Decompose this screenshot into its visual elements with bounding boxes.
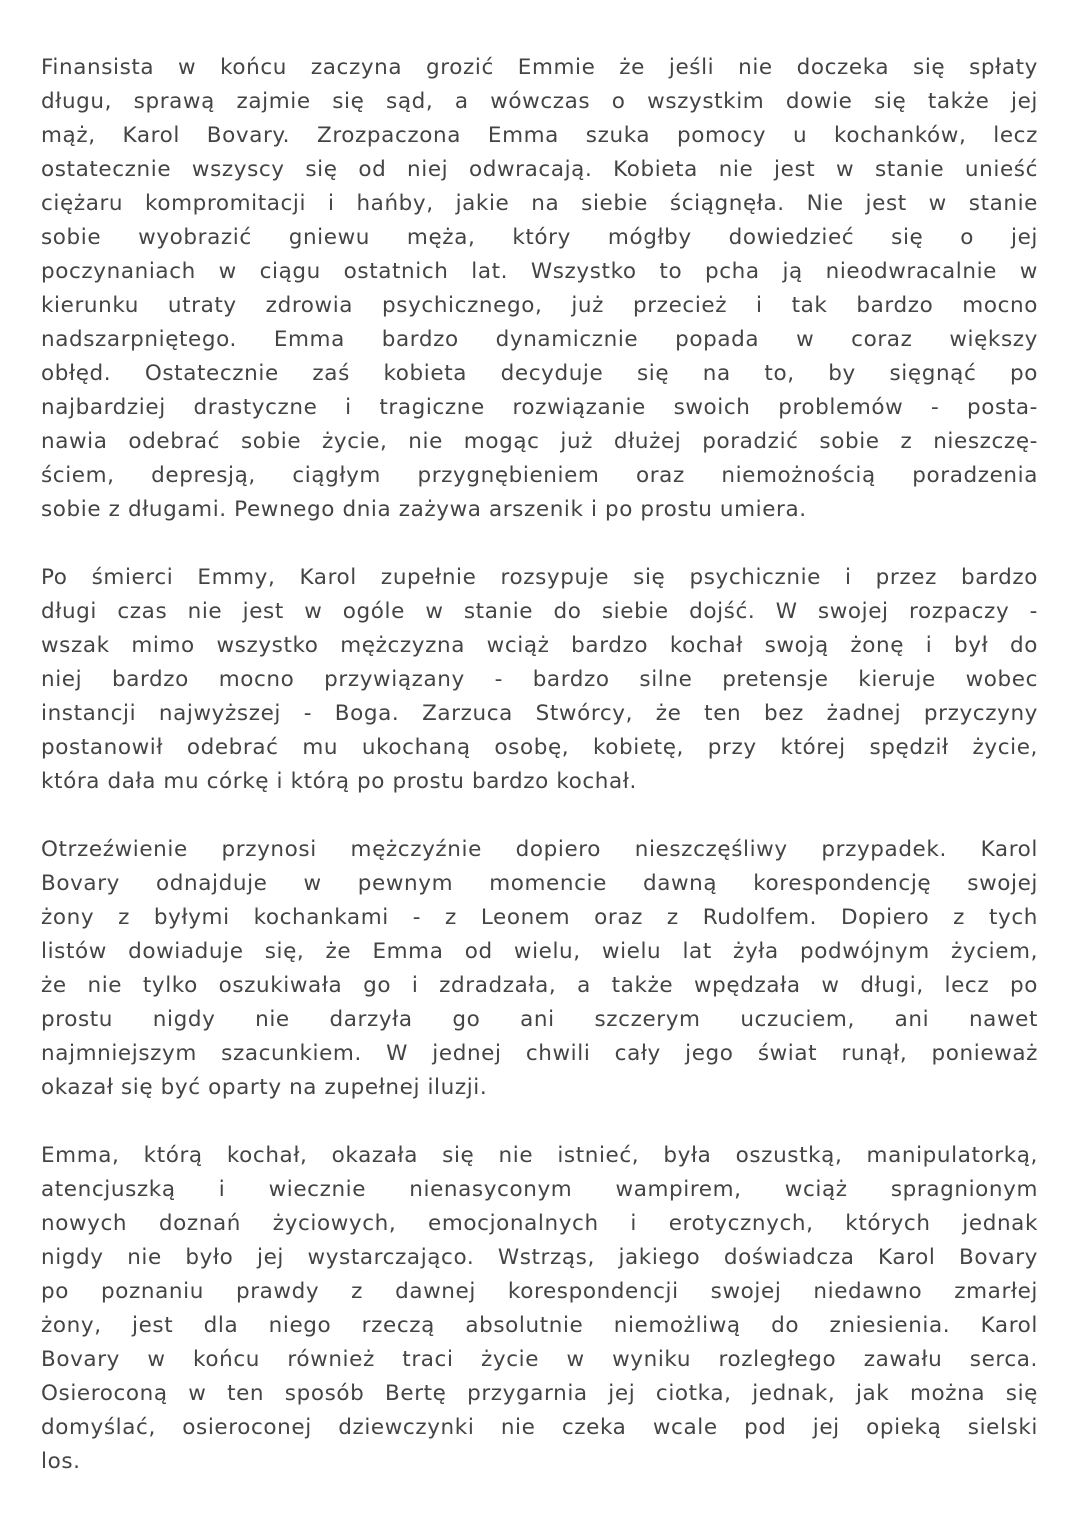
text-line: poczynaniach w ciągu ostatnich lat. Wszystko to pcha ją nieodwracalnie w — [41, 259, 1038, 284]
text-line: która dała mu córkę i którą po prostu bardzo kochał. — [41, 769, 637, 794]
text-line: wszak mimo wszystko mężczyzna wciąż bardzo kochał swoją żonę i był do — [41, 633, 1038, 658]
text-line: sobie z długami. Pewnego dnia zażywa arszenik i po prostu umiera. — [41, 497, 807, 522]
text-line: niej bardzo mocno przywiązany - bardzo silne pretensje kieruje wobec — [41, 667, 1038, 692]
text-line: Emma, którą kochał, okazała się nie istnieć, była oszustką, manipulatorką, — [41, 1143, 1038, 1168]
paragraph — [41, 561, 1038, 799]
text-line: Bovary w końcu również traci życie w wyniku rozległego zawału serca. — [41, 1347, 1038, 1372]
text-line: Bovary odnajduje w pewnym momencie dawną korespondencję swojej — [41, 871, 1038, 896]
text-line: atencjuszką i wiecznie nienasyconym wampirem, wciąż spragnionym — [41, 1177, 1038, 1202]
paragraph — [41, 51, 1038, 527]
text-line: domyślać, osieroconej dziewczynki nie czeka wcale pod jej opieką sielski — [41, 1415, 1038, 1440]
text-line: żony z byłymi kochankami - z Leonem oraz z Rudolfem. Dopiero z tych — [41, 905, 1038, 930]
text-line: okazał się być oparty na zupełnej iluzji. — [41, 1075, 488, 1100]
text-line: Finansista w końcu zaczyna grozić Emmie że jeśli nie doczeka się spłaty — [41, 55, 1038, 80]
text-line: postanowił odebrać mu ukochaną osobę, kobietę, przy której spędził życie, — [41, 735, 1038, 760]
text-line: los. — [41, 1449, 81, 1474]
text-line: po poznaniu prawdy z dawnej korespondencji swojej niedawno zmarłej — [41, 1279, 1038, 1304]
text-line: ściem, depresją, ciągłym przygnębieniem oraz niemożnością poradzenia — [41, 463, 1038, 488]
text-line: żony, jest dla niego rzeczą absolutnie niemożliwą do zniesienia. Karol — [41, 1313, 1038, 1338]
text-line: Osieroconą w ten sposób Bertę przygarnia jej ciotka, jednak, jak można się — [41, 1381, 1038, 1406]
text-line: kierunku utraty zdrowia psychicznego, już przecież i tak bardzo mocno — [41, 293, 1038, 318]
text-line: długu, sprawą zajmie się sąd, a wówczas o wszystkim dowie się także jej — [41, 89, 1038, 114]
text-line: Otrzeźwienie przynosi mężczyźnie dopiero nieszczęśliwy przypadek. Karol — [41, 837, 1038, 862]
text-line: najmniejszym szacunkiem. W jednej chwili cały jego świat runął, ponieważ — [41, 1041, 1038, 1066]
text-line: ostatecznie wszyscy się od niej odwracają. Kobieta nie jest w stanie unieść — [41, 157, 1038, 182]
text-line: nigdy nie było jej wystarczająco. Wstrząs, jakiego doświadcza Karol Bovary — [41, 1245, 1038, 1270]
text-line: najbardziej drastyczne i tragiczne rozwiązanie swoich problemów - posta- — [41, 395, 1038, 420]
paragraph — [41, 1139, 1038, 1479]
text-line: sobie wyobrazić gniewu męża, który mógłby dowiedzieć się o jej — [41, 225, 1038, 250]
text-line: obłęd. Ostatecznie zaś kobieta decyduje się na to, by sięgnąć po — [41, 361, 1038, 386]
text-line: długi czas nie jest w ogóle w stanie do siebie dojść. W swojej rozpaczy - — [41, 599, 1038, 624]
text-line: Po śmierci Emmy, Karol zupełnie rozsypuje się psychicznie i przez bardzo — [41, 565, 1038, 590]
text-line: instancji najwyższej - Boga. Zarzuca Stwórcy, że ten bez żadnej przyczyny — [41, 701, 1038, 726]
text-line: nawia odebrać sobie życie, nie mogąc już dłużej poradzić sobie z nieszczę- — [41, 429, 1038, 454]
text-line: listów dowiaduje się, że Emma od wielu, wielu lat żyła podwójnym życiem, — [41, 939, 1038, 964]
text-line: nadszarpniętego. Emma bardzo dynamicznie popada w coraz większy — [41, 327, 1038, 352]
document-body — [41, 51, 1038, 1513]
text-line: prostu nigdy nie darzyła go ani szczerym uczuciem, ani nawet — [41, 1007, 1038, 1032]
text-line: ciężaru kompromitacji i hańby, jakie na siebie ściągnęła. Nie jest w stanie — [41, 191, 1038, 216]
text-line: że nie tylko oszukiwała go i zdradzała, a także wpędzała w długi, lecz po — [41, 973, 1038, 998]
text-line: mąż, Karol Bovary. Zrozpaczona Emma szuka pomocy u kochanków, lecz — [41, 123, 1038, 148]
paragraph — [41, 833, 1038, 1105]
text-line: nowych doznań życiowych, emocjonalnych i erotycznych, których jednak — [41, 1211, 1038, 1236]
